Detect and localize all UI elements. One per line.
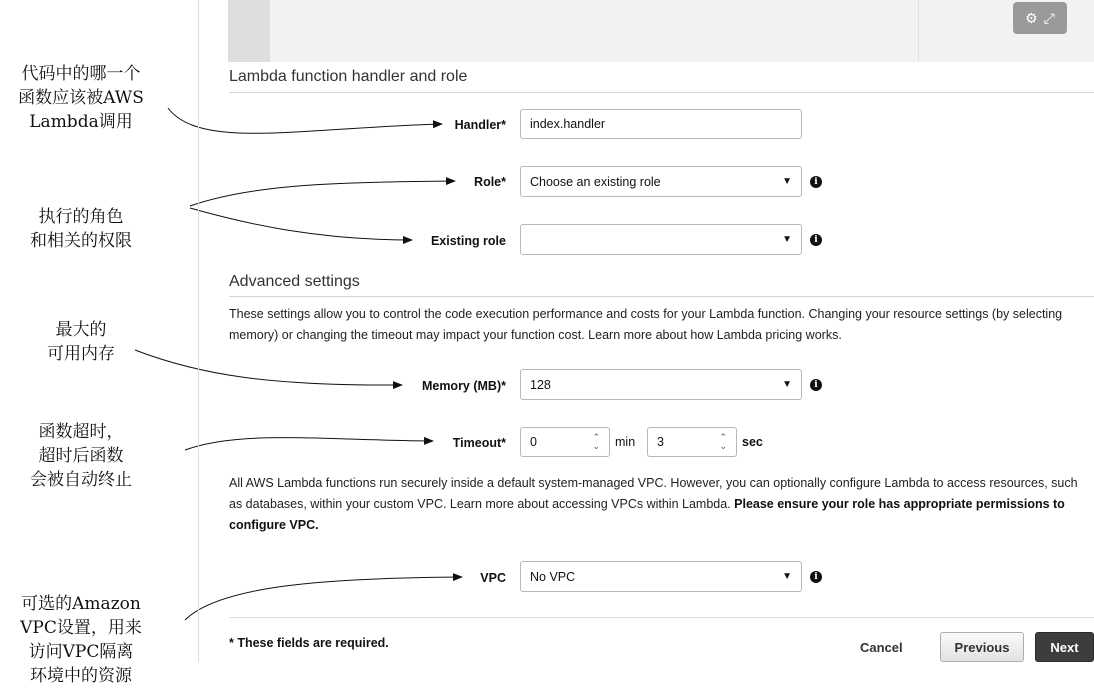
memory-label: Memory (MB)* — [421, 379, 506, 393]
stepper-icon[interactable]: ⌃ ⌄ — [592, 432, 600, 451]
annotation-line: 可用内存 — [47, 344, 115, 364]
info-icon[interactable]: i — [810, 176, 822, 188]
annotation-line: 执行的角色 — [38, 207, 124, 227]
gear-icon: ⚙ — [1025, 9, 1038, 26]
annotation-vpc — [0, 592, 162, 688]
vpc-select[interactable] — [520, 561, 802, 592]
timeout-sec-input[interactable] — [647, 427, 737, 457]
annotation-line: 可选的Amazon — [21, 594, 141, 614]
annotation-memory — [0, 318, 162, 366]
handler-input-value: index.handler — [530, 117, 606, 131]
annotation-line: 超时后函数 — [38, 446, 124, 466]
role-label: Role* — [474, 175, 506, 189]
annotation-line: 函数超时， — [38, 422, 124, 442]
advanced-description: These settings allow you to control the code execution performance and costs for your Lambda function. Changing your resource settings (by selecting memory) or changing the timeout may impact your function cost. Learn more about how Lambda pricing works. — [229, 307, 1063, 342]
chevron-down-icon: ▼ — [782, 379, 792, 390]
timeout-sec-value: 3 — [657, 435, 664, 449]
existing-role-label: Existing role — [430, 234, 506, 248]
role-select-value: Choose an existing role — [530, 174, 661, 189]
annotation-line: VPC设置，用来 — [20, 618, 142, 638]
footer-divider — [229, 617, 1094, 618]
previous-button[interactable]: Previous — [940, 632, 1024, 662]
timeout-min-input[interactable] — [520, 427, 610, 457]
annotation-line: 访问VPC隔离 — [28, 642, 134, 662]
vpc-label: VPC — [480, 571, 506, 585]
annotation-line: 会被自动终止 — [30, 470, 132, 490]
expand-icon: ⤢ — [1043, 9, 1055, 26]
vpc-description-text: All AWS Lambda functions run securely inside a default system-managed VPC. However, you can optionally configure Lambda to access resources, such as databases, within your custom VPC. Learn more about accessing VPCs within Lambda. — [229, 476, 1078, 511]
annotation-line: 和相关的权限 — [30, 231, 132, 251]
timeout-min-unit: min — [615, 435, 636, 449]
arrow-memory — [135, 350, 402, 385]
next-button[interactable]: Next — [1035, 632, 1094, 662]
memory-select[interactable] — [520, 369, 802, 400]
timeout-min-value: 0 — [530, 435, 537, 449]
editor-settings-button[interactable] — [1013, 2, 1067, 34]
handler-input[interactable] — [520, 109, 802, 139]
panel-border — [198, 0, 199, 662]
vpc-description-warning: Please ensure your role has appropriate permissions to configure VPC. — [229, 497, 1065, 532]
timeout-sec-unit: sec — [742, 435, 763, 449]
vpc-select-value: No VPC — [530, 569, 576, 584]
annotation-line: 最大的 — [55, 320, 107, 340]
section-divider — [229, 92, 1094, 93]
info-icon[interactable]: i — [810, 234, 822, 246]
role-select[interactable] — [520, 166, 802, 197]
timeout-label: Timeout* — [452, 436, 506, 450]
info-icon[interactable]: i — [810, 379, 822, 391]
stepper-icon[interactable]: ⌃ ⌄ — [719, 432, 727, 451]
cancel-button[interactable]: Cancel — [860, 640, 903, 655]
section-divider — [229, 296, 1094, 297]
memory-select-value: 128 — [530, 377, 551, 392]
code-editor-bar — [228, 0, 1094, 62]
info-icon[interactable]: i — [810, 571, 822, 583]
code-editor-divider — [918, 0, 919, 62]
section-title-handler-role: Lambda function handler and role — [229, 68, 468, 85]
chevron-down-icon: ▼ — [782, 234, 792, 245]
annotation-timeout — [0, 420, 162, 492]
code-editor-gutter — [228, 0, 270, 62]
required-fields-note: * These fields are required. — [229, 636, 389, 650]
annotation-handler — [0, 62, 162, 134]
section-title-advanced: Advanced settings — [229, 273, 360, 290]
annotation-role — [0, 205, 162, 253]
chevron-down-icon: ▼ — [782, 176, 792, 187]
chevron-down-icon: ▼ — [782, 571, 792, 582]
annotation-line: 函数应该被AWS — [18, 88, 144, 108]
existing-role-select[interactable] — [520, 224, 802, 255]
handler-label: Handler* — [454, 118, 506, 132]
annotation-line: 代码中的哪一个 — [21, 64, 141, 84]
annotation-line: 环境中的资源 — [30, 666, 132, 686]
annotation-line: Lambda调用 — [29, 112, 133, 132]
vpc-description — [229, 473, 1089, 536]
